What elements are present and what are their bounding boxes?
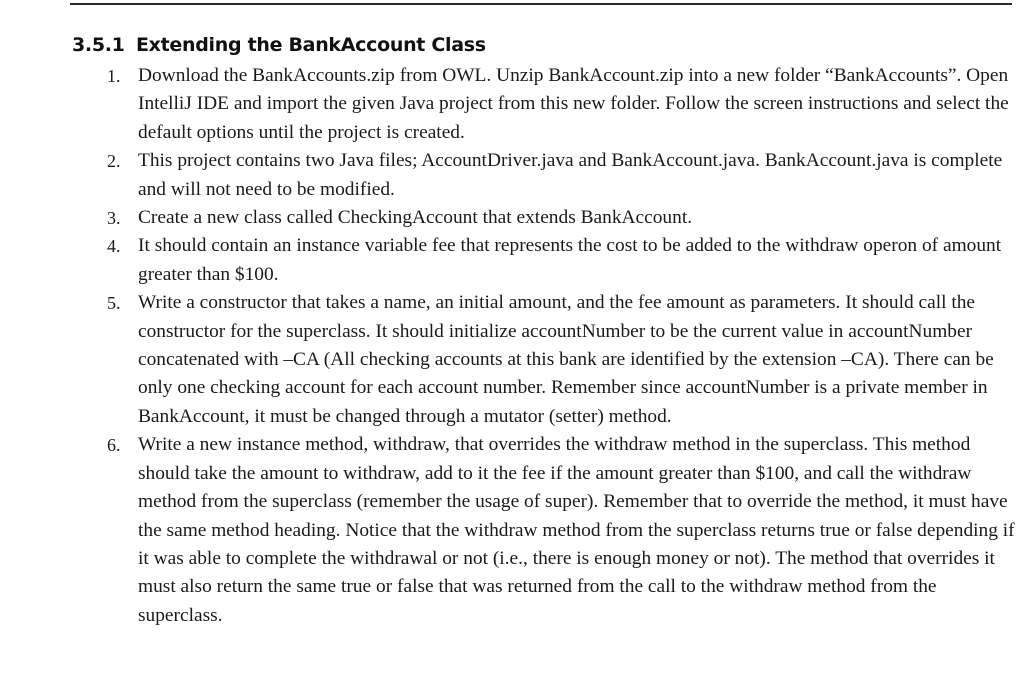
section-heading bbox=[72, 34, 1017, 56]
step-item bbox=[72, 232, 1017, 289]
step-marker: 1. bbox=[107, 66, 121, 86]
section-title: Extending the BankAccount Class bbox=[136, 34, 486, 56]
step-item bbox=[72, 431, 1017, 630]
top-rule bbox=[70, 3, 1012, 5]
step-text: Write a new instance method, withdraw, that overrides the withdraw method in the superclass. This method should take the amount to withdraw, add to it the fee if the amount greater than $100, and call the withdraw method from the superclass (remember the usage of super). Remember that to override the method, it must have the same method heading. Notice that the withdraw method from the superclass returns true or false depending if it was able to complete the withdrawal or not (i.e., there is enough money or not). The method that overrides it must also return the same true or false that was returned from the call to the withdraw method from the superclass. bbox=[138, 434, 1015, 626]
step-item bbox=[72, 289, 1017, 431]
step-marker: 3. bbox=[107, 208, 121, 229]
step-item bbox=[72, 62, 1017, 147]
step-marker: 5. bbox=[107, 293, 121, 314]
section-number: 3.5.1 bbox=[72, 34, 125, 56]
step-text: Write a constructor that takes a name, an initial amount, and the fee amount as parameters. It should call the constructor for the superclass. It should initialize accountNumber to be the current value in accountNumber concatenated with –CA (All checking accounts at this bank are identified by the extension –CA). There can be only one checking account for each account number. Remember since accountNumber is a private member in BankAccount, it must be changed through a mutator (setter) method. bbox=[138, 292, 994, 427]
step-item bbox=[72, 147, 1017, 204]
steps-list bbox=[72, 62, 1017, 630]
section-3-5-1 bbox=[72, 34, 1017, 630]
step-marker: 6. bbox=[107, 435, 121, 456]
step-marker: 2. bbox=[107, 151, 121, 172]
step-text: This project contains two Java files; AccountDriver.java and BankAccount.java. BankAccount.java is complete and will not need to be modified. bbox=[138, 150, 1003, 200]
step-text: Download the BankAccounts.zip from OWL. Unzip BankAccount.zip into a new folder “BankAccounts”. Open IntelliJ IDE and import the given Java project from this new folder. Follow the screen instructions and select the default options until the project is created. bbox=[138, 65, 1009, 143]
step-marker: 4. bbox=[107, 236, 121, 257]
step-item bbox=[72, 204, 1017, 232]
step-text: It should contain an instance variable fee that represents the cost to be added to the withdraw operon of amount greater than $100. bbox=[138, 235, 1002, 285]
step-text: Create a new class called CheckingAccount that extends BankAccount. bbox=[138, 207, 693, 229]
